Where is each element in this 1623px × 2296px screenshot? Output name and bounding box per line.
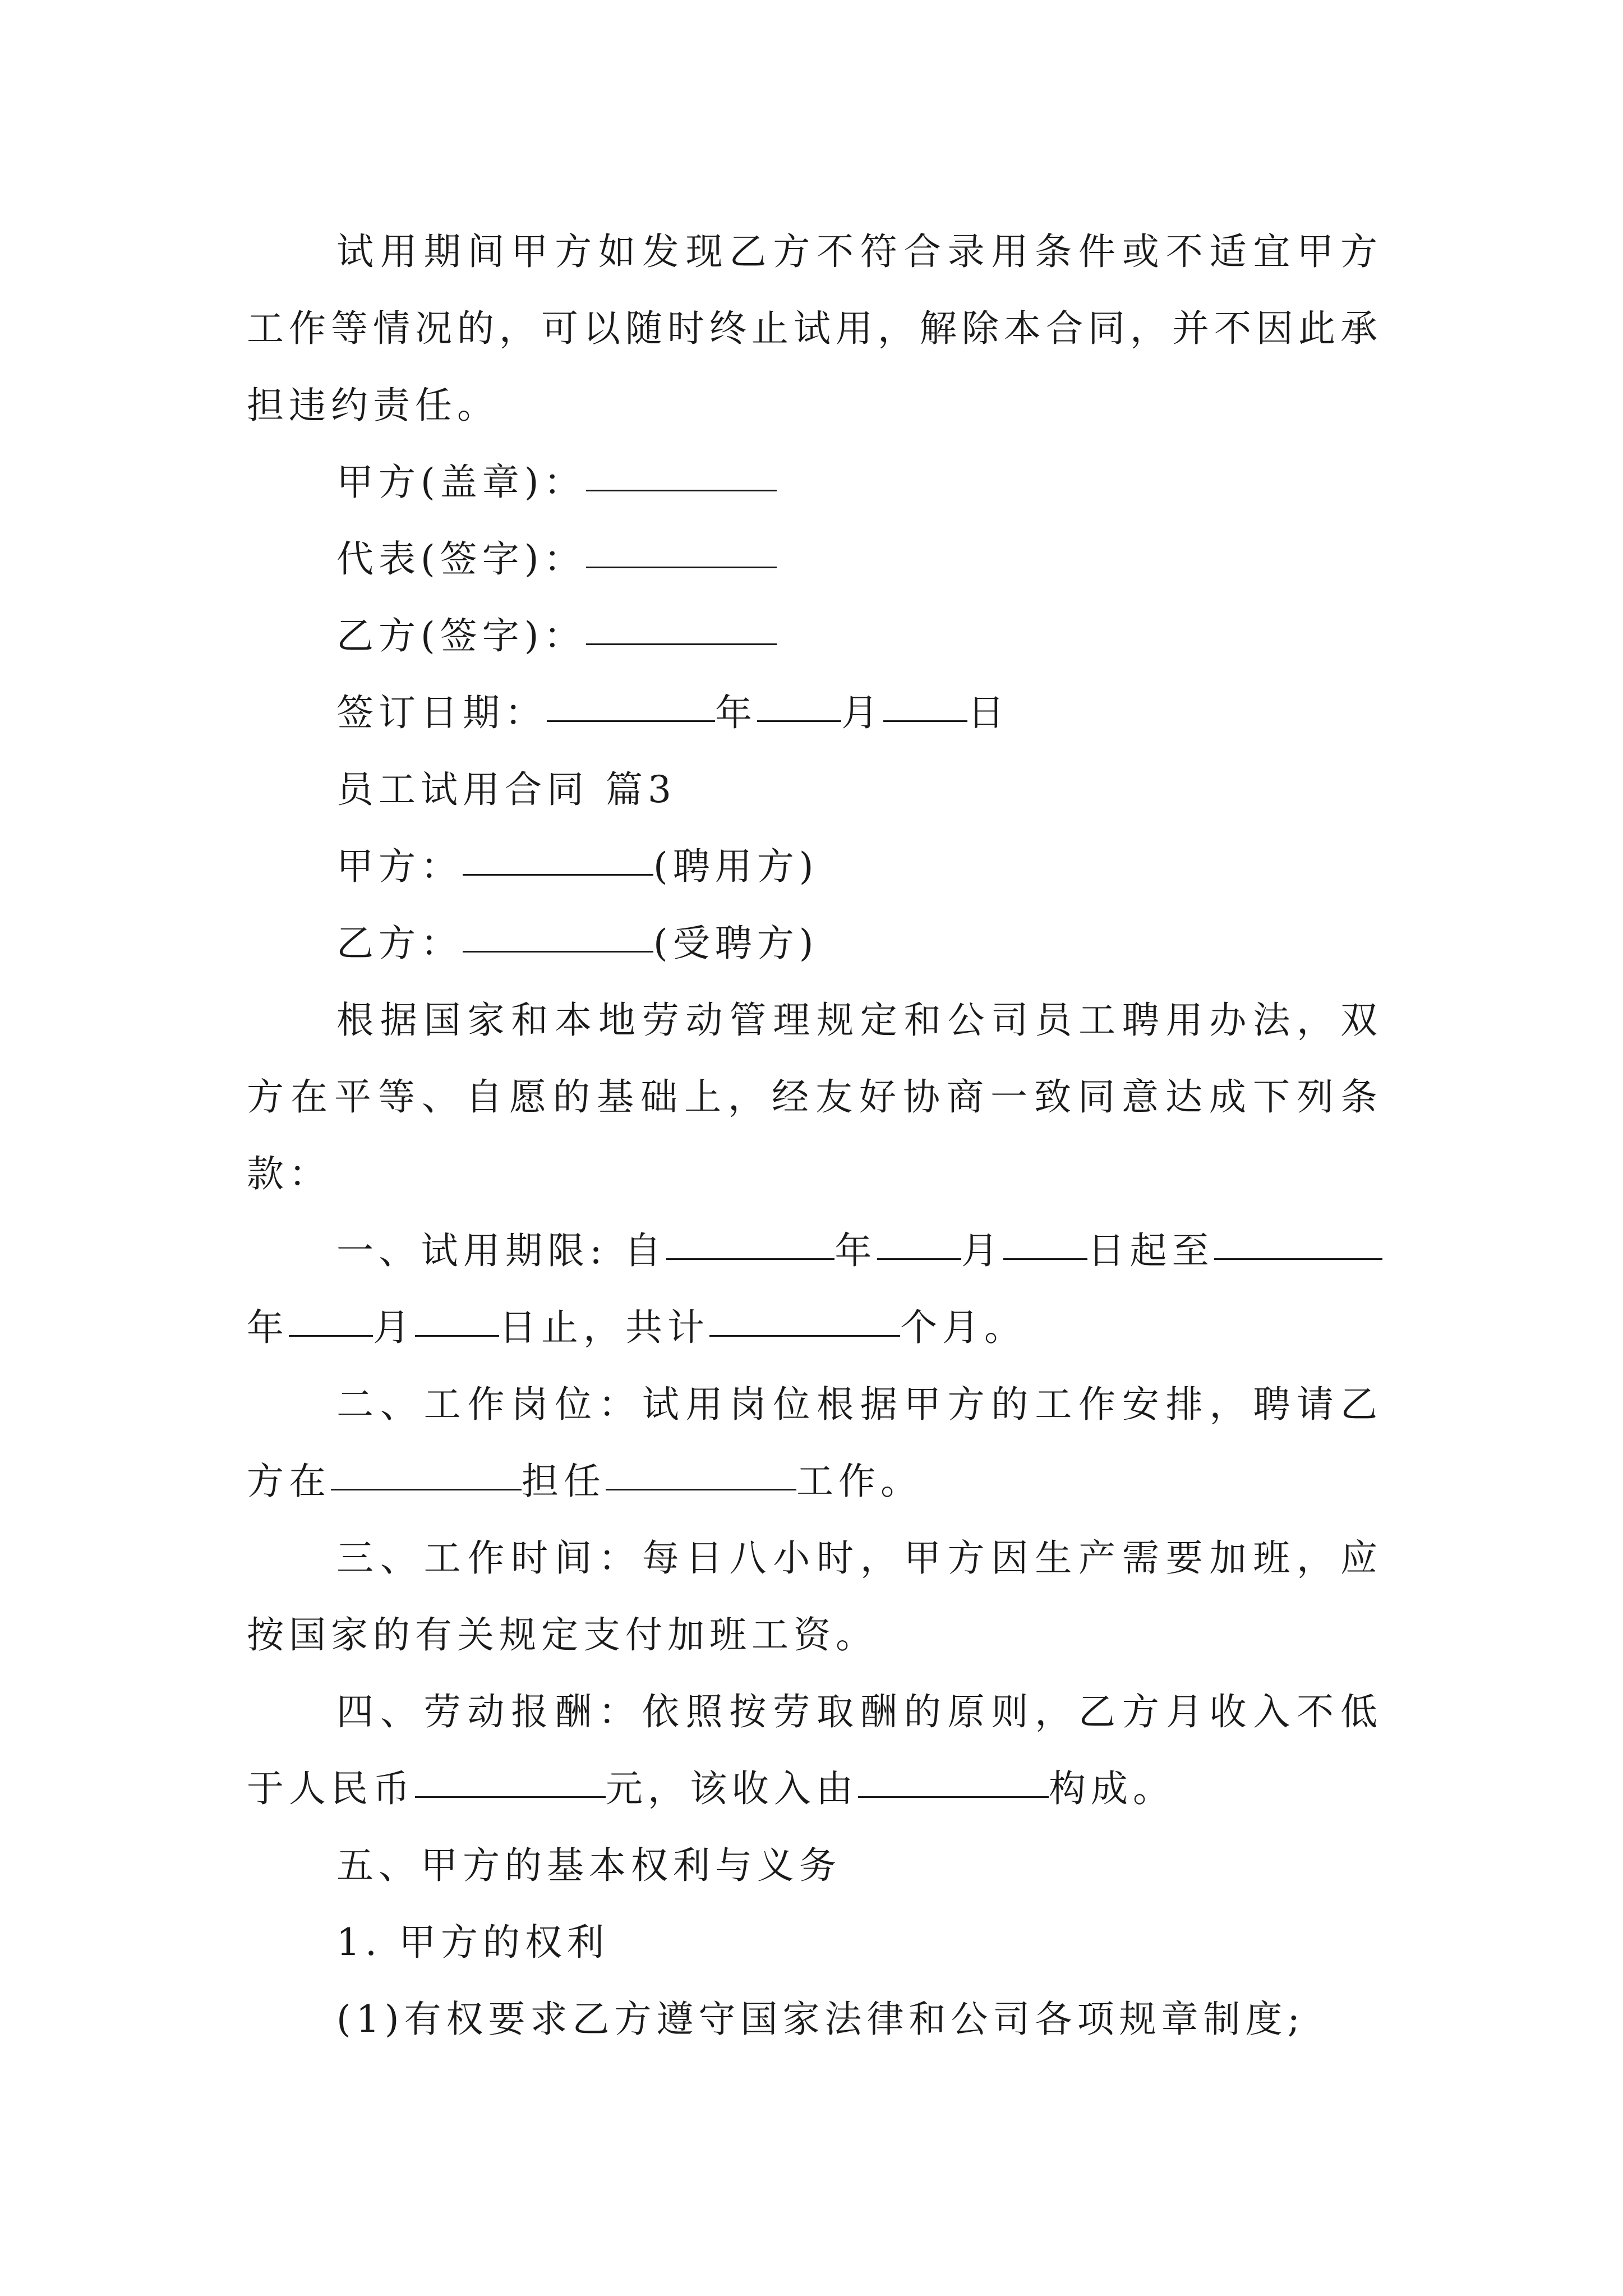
signing-month-label: 月: [841, 691, 883, 734]
party-b-blank: [463, 951, 653, 953]
clause-2-prefix: 二、工作岗位：试用岗位根据甲方的工作安排，聘请乙方在: [247, 1383, 1382, 1503]
intro-paragraph: 根据国家和本地劳动管理规定和公司员工聘用办法，双方在平等、自愿的基础上，经友好协商一致同意达成下列条款：: [247, 999, 1382, 1195]
clause-1-month: 月: [961, 1229, 1004, 1272]
party-a-seal-label: 甲方(盖章)：: [336, 461, 586, 504]
clause-1-months: 个月。: [900, 1306, 1026, 1349]
party-b-label: 乙方：: [336, 922, 463, 965]
clause-1-months-blank: [709, 1335, 900, 1337]
party-a-label: 甲方：: [336, 845, 463, 888]
clause-4-remuneration: [247, 1673, 1382, 1827]
clause-4-prefix: 四、劳动报酬：依照按劳取酬的原则，乙方月收入不低于人民币: [247, 1690, 1382, 1810]
party-b-line: [247, 905, 1382, 982]
clause-2-mid: 担任: [522, 1460, 606, 1503]
signing-date-label: 签订日期：: [336, 691, 547, 734]
clause-4-mid: 元，该收入由: [606, 1767, 858, 1810]
clause-1-year: 年: [834, 1229, 877, 1272]
signing-date-line: [247, 674, 1382, 751]
clause-1-month-blank: [877, 1258, 961, 1260]
clause-1-day2-blank: [415, 1335, 499, 1337]
clause-1-probation-period: [247, 1212, 1382, 1366]
clause-1-prefix: 一、试用期限: 自: [336, 1229, 667, 1272]
signing-day-blank: [883, 720, 967, 722]
clause-2-position: [247, 1366, 1382, 1520]
party-b-sign-label: 乙方(签字)：: [336, 614, 586, 657]
party-b-sign-blank: [586, 643, 777, 645]
clause-4-composition-blank: [858, 1796, 1049, 1798]
representative-sign-label: 代表(签字)：: [336, 537, 586, 581]
document-body: [247, 213, 1382, 2058]
clause-3-working-hours: 三、工作时间：每日八小时，甲方因生产需要加班，应按国家的有关规定支付加班工资。: [247, 1536, 1382, 1657]
party-a-role: (聘用方): [653, 845, 819, 888]
representative-sign-line: [247, 521, 1382, 597]
party-a-line: [247, 828, 1382, 905]
clause-1-day-from: 日起至: [1087, 1229, 1215, 1272]
clause-1-day-blank: [1003, 1258, 1087, 1260]
party-a-blank: [463, 874, 653, 876]
clause-4-amount-blank: [415, 1796, 606, 1798]
clause-1-year2: 年: [247, 1306, 289, 1349]
clause-1-year2-blank: [1214, 1258, 1382, 1260]
clause-2-suffix: 工作。: [796, 1460, 923, 1503]
probation-termination-paragraph: 试用期间甲方如发现乙方不符合录用条件或不适宜甲方工作等情况的，可以随时终止试用，解除本合同，并不因此承担违约责任。: [247, 230, 1382, 427]
signing-day-label: 日: [967, 691, 1009, 734]
signing-month-blank: [757, 720, 841, 722]
clause-5-1-heading: 1. 甲方的权利: [336, 1921, 609, 1964]
party-b-sign-line: [247, 597, 1382, 674]
clause-1-month2-blank: [289, 1335, 373, 1337]
clause-2-location-blank: [331, 1489, 522, 1490]
section-title: 员工试用合同 篇3: [336, 768, 676, 811]
party-a-seal-blank: [586, 490, 777, 491]
clause-1-year-blank: [666, 1258, 834, 1260]
party-b-role: (受聘方): [653, 922, 819, 965]
representative-sign-blank: [586, 567, 777, 568]
clause-5-heading: 五、甲方的基本权利与义务: [336, 1844, 841, 1887]
clause-5-1-1: (1)有权要求乙方遵守国家法律和公司各项规章制度;: [336, 1998, 1305, 2041]
clause-4-suffix: 构成。: [1049, 1767, 1175, 1810]
clause-1-day-to: 日止，共计: [499, 1306, 709, 1349]
signing-year-blank: [547, 720, 715, 722]
clause-2-position-blank: [606, 1489, 796, 1490]
clause-1-month2: 月: [373, 1306, 415, 1349]
party-a-seal-line: [247, 444, 1382, 521]
signing-year-label: 年: [715, 691, 757, 734]
